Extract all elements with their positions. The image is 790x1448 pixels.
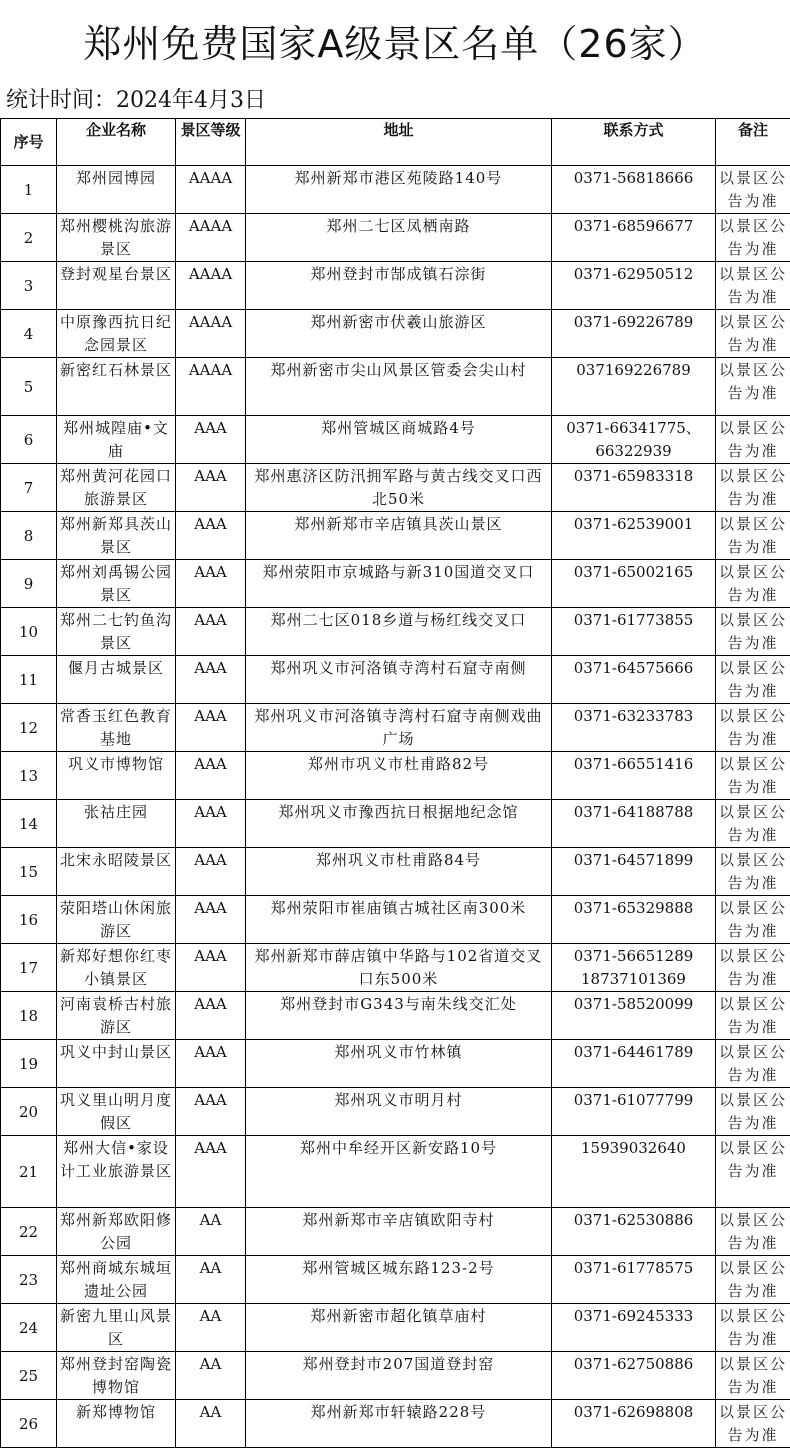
cell-contact: 0371-64188788 [552, 800, 716, 848]
cell-level: AAA [176, 512, 246, 560]
cell-address: 郑州巩义市豫西抗日根据地纪念馆 [246, 800, 552, 848]
table-row [1, 1136, 790, 1208]
cell-address: 郑州新郑市辛店镇具茨山景区 [246, 512, 552, 560]
cell-contact: 0371-64461789 [552, 1040, 716, 1088]
table-row [1, 608, 790, 656]
cell-no: 5 [1, 358, 57, 416]
cell-remark: 以景区公告为准 [716, 896, 790, 944]
cell-remark: 以景区公告为准 [716, 512, 790, 560]
cell-level: AA [176, 1256, 246, 1304]
table-row [1, 992, 790, 1040]
cell-level: AAA [176, 1088, 246, 1136]
table-row [1, 800, 790, 848]
cell-remark: 以景区公告为准 [716, 464, 790, 512]
table-row [1, 1304, 790, 1352]
cell-no: 22 [1, 1208, 57, 1256]
cell-level: AAA [176, 752, 246, 800]
cell-remark: 以景区公告为准 [716, 1088, 790, 1136]
cell-remark: 以景区公告为准 [716, 848, 790, 896]
cell-level: AAA [176, 464, 246, 512]
cell-address: 郑州新郑市薛店镇中华路与102省道交叉口东500米 [246, 944, 552, 992]
cell-address: 郑州管城区城东路123-2号 [246, 1256, 552, 1304]
table-row [1, 1040, 790, 1088]
cell-no: 26 [1, 1400, 57, 1448]
cell-address: 郑州荥阳市京城路与新310国道交叉口 [246, 560, 552, 608]
table-row [1, 310, 790, 358]
cell-level: AAAA [176, 166, 246, 214]
cell-level: AA [176, 1304, 246, 1352]
cell-name: 新密九里山风景区 [57, 1304, 176, 1352]
cell-name: 郑州新郑欧阳修公园 [57, 1208, 176, 1256]
cell-remark: 以景区公告为准 [716, 560, 790, 608]
table-row [1, 464, 790, 512]
cell-name: 郑州园博园 [57, 166, 176, 214]
cell-no: 13 [1, 752, 57, 800]
cell-contact: 0371-56818666 [552, 166, 716, 214]
cell-contact: 0371-62698808 [552, 1400, 716, 1448]
cell-contact: 0371-62530886 [552, 1208, 716, 1256]
cell-contact: 0371-62750886 [552, 1352, 716, 1400]
table-row [1, 214, 790, 262]
cell-address: 郑州二七区凤栖南路 [246, 214, 552, 262]
cell-contact: 0371-62539001 [552, 512, 716, 560]
table-row [1, 1352, 790, 1400]
cell-level: AAA [176, 656, 246, 704]
cell-address: 郑州二七区018乡道与杨红线交叉口 [246, 608, 552, 656]
cell-name: 登封观星台景区 [57, 262, 176, 310]
cell-remark: 以景区公告为准 [716, 310, 790, 358]
cell-name: 郑州刘禹锡公园景区 [57, 560, 176, 608]
cell-contact: 15939032640 [552, 1136, 716, 1208]
cell-level: AAA [176, 896, 246, 944]
cell-no: 9 [1, 560, 57, 608]
cell-contact: 0371-68596677 [552, 214, 716, 262]
cell-address: 郑州市巩义市杜甫路82号 [246, 752, 552, 800]
cell-address: 郑州巩义市明月村 [246, 1088, 552, 1136]
cell-name: 巩义里山明月度假区 [57, 1088, 176, 1136]
cell-remark: 以景区公告为准 [716, 1256, 790, 1304]
cell-remark: 以景区公告为准 [716, 416, 790, 464]
cell-level: AA [176, 1352, 246, 1400]
cell-name: 郑州樱桃沟旅游景区 [57, 214, 176, 262]
cell-no: 18 [1, 992, 57, 1040]
table-row [1, 656, 790, 704]
cell-address: 郑州中牟经开区新安路10号 [246, 1136, 552, 1208]
table-row [1, 358, 790, 416]
cell-name: 北宋永昭陵景区 [57, 848, 176, 896]
cell-no: 19 [1, 1040, 57, 1088]
cell-address: 郑州登封市207国道登封窑 [246, 1352, 552, 1400]
cell-name: 郑州黄河花园口旅游景区 [57, 464, 176, 512]
table-row [1, 1256, 790, 1304]
cell-level: AAA [176, 1136, 246, 1208]
cell-name: 巩义中封山景区 [57, 1040, 176, 1088]
cell-contact: 0371-65329888 [552, 896, 716, 944]
cell-contact: 0371-63233783 [552, 704, 716, 752]
table-row [1, 944, 790, 992]
cell-no: 25 [1, 1352, 57, 1400]
cell-name: 郑州商城东城垣遗址公园 [57, 1256, 176, 1304]
cell-no: 10 [1, 608, 57, 656]
table-row [1, 848, 790, 896]
cell-no: 2 [1, 214, 57, 262]
cell-name: 郑州大信•家设计工业旅游景区 [57, 1136, 176, 1208]
cell-remark: 以景区公告为准 [716, 704, 790, 752]
cell-no: 8 [1, 512, 57, 560]
cell-address: 郑州新郑市港区苑陵路140号 [246, 166, 552, 214]
cell-level: AAA [176, 560, 246, 608]
cell-no: 15 [1, 848, 57, 896]
table-row [1, 1088, 790, 1136]
cell-name: 偃月古城景区 [57, 656, 176, 704]
cell-contact: 0371-61077799 [552, 1088, 716, 1136]
cell-remark: 以景区公告为准 [716, 1352, 790, 1400]
header-contact: 联系方式 [552, 119, 716, 166]
cell-remark: 以景区公告为准 [716, 262, 790, 310]
cell-no: 17 [1, 944, 57, 992]
cell-address: 郑州巩义市河洛镇寺湾村石窟寺南侧 [246, 656, 552, 704]
table-header-row [1, 119, 790, 166]
cell-remark: 以景区公告为准 [716, 1040, 790, 1088]
cell-level: AAA [176, 800, 246, 848]
cell-name: 郑州二七钓鱼沟景区 [57, 608, 176, 656]
cell-no: 11 [1, 656, 57, 704]
header-name: 企业名称 [57, 119, 176, 166]
cell-address: 郑州新密市尖山风景区管委会尖山村 [246, 358, 552, 416]
cell-name: 新郑好想你红枣小镇景区 [57, 944, 176, 992]
cell-name: 郑州城隍庙•文庙 [57, 416, 176, 464]
table-row [1, 704, 790, 752]
cell-level: AAAA [176, 310, 246, 358]
statistics-date: 统计时间：2024年4月3日 [6, 86, 266, 116]
cell-no: 12 [1, 704, 57, 752]
cell-address: 郑州新密市伏羲山旅游区 [246, 310, 552, 358]
cell-no: 7 [1, 464, 57, 512]
cell-no: 16 [1, 896, 57, 944]
cell-level: AA [176, 1208, 246, 1256]
cell-remark: 以景区公告为准 [716, 1136, 790, 1208]
cell-remark: 以景区公告为准 [716, 1400, 790, 1448]
table-row [1, 262, 790, 310]
cell-no: 21 [1, 1136, 57, 1208]
cell-name: 张祜庄园 [57, 800, 176, 848]
table-row [1, 560, 790, 608]
table-row [1, 416, 790, 464]
cell-contact: 0371-58520099 [552, 992, 716, 1040]
cell-contact: 0371-62950512 [552, 262, 716, 310]
page-title: 郑州免费国家A级景区名单（26家） [0, 0, 790, 80]
cell-name: 常香玉红色教育基地 [57, 704, 176, 752]
cell-level: AAA [176, 1040, 246, 1088]
cell-contact: 0371-56651289 18737101369 [552, 944, 716, 992]
cell-contact: 037169226789 [552, 358, 716, 416]
cell-name: 郑州登封窑陶瓷博物馆 [57, 1352, 176, 1400]
cell-level: AAA [176, 608, 246, 656]
cell-remark: 以景区公告为准 [716, 214, 790, 262]
cell-level: AAAA [176, 262, 246, 310]
header-level: 景区等级 [176, 119, 246, 166]
table-row [1, 1208, 790, 1256]
cell-address: 郑州巩义市杜甫路84号 [246, 848, 552, 896]
cell-remark: 以景区公告为准 [716, 944, 790, 992]
cell-address: 郑州新郑市辛店镇欧阳寺村 [246, 1208, 552, 1256]
cell-address: 郑州登封市郜成镇石淙街 [246, 262, 552, 310]
cell-level: AA [176, 1400, 246, 1448]
cell-no: 1 [1, 166, 57, 214]
cell-level: AAA [176, 704, 246, 752]
cell-address: 郑州管城区商城路4号 [246, 416, 552, 464]
cell-level: AAA [176, 944, 246, 992]
cell-remark: 以景区公告为准 [716, 800, 790, 848]
header-no: 序号 [1, 119, 57, 166]
cell-contact: 0371-66341775、66322939 [552, 416, 716, 464]
cell-no: 24 [1, 1304, 57, 1352]
cell-remark: 以景区公告为准 [716, 752, 790, 800]
cell-level: AAA [176, 848, 246, 896]
table-row [1, 166, 790, 214]
cell-remark: 以景区公告为准 [716, 656, 790, 704]
cell-name: 新郑博物馆 [57, 1400, 176, 1448]
table-row [1, 1400, 790, 1448]
cell-address: 郑州巩义市竹林镇 [246, 1040, 552, 1088]
cell-name: 新密红石林景区 [57, 358, 176, 416]
cell-no: 14 [1, 800, 57, 848]
header-remark: 备注 [716, 119, 790, 166]
cell-remark: 以景区公告为准 [716, 992, 790, 1040]
cell-contact: 0371-65002165 [552, 560, 716, 608]
cell-remark: 以景区公告为准 [716, 1208, 790, 1256]
cell-contact: 0371-65983318 [552, 464, 716, 512]
cell-no: 6 [1, 416, 57, 464]
table-row [1, 512, 790, 560]
cell-address: 郑州新密市超化镇草庙村 [246, 1304, 552, 1352]
cell-name: 河南袁桥古村旅游区 [57, 992, 176, 1040]
cell-contact: 0371-69226789 [552, 310, 716, 358]
cell-contact: 0371-66551416 [552, 752, 716, 800]
cell-contact: 0371-61778575 [552, 1256, 716, 1304]
cell-contact: 0371-61773855 [552, 608, 716, 656]
table-row [1, 752, 790, 800]
cell-no: 23 [1, 1256, 57, 1304]
cell-no: 20 [1, 1088, 57, 1136]
cell-contact: 0371-64571899 [552, 848, 716, 896]
cell-name: 中原豫西抗日纪念园景区 [57, 310, 176, 358]
cell-remark: 以景区公告为准 [716, 166, 790, 214]
cell-address: 郑州新郑市轩辕路228号 [246, 1400, 552, 1448]
cell-name: 荥阳塔山休闲旅游区 [57, 896, 176, 944]
header-address: 地址 [246, 119, 552, 166]
cell-name: 郑州新郑具茨山景区 [57, 512, 176, 560]
scenic-spot-table [0, 118, 790, 1448]
cell-address: 郑州登封市G343与南朱线交汇处 [246, 992, 552, 1040]
table-row [1, 896, 790, 944]
cell-address: 郑州巩义市河洛镇寺湾村石窟寺南侧戏曲广场 [246, 704, 552, 752]
cell-level: AAA [176, 416, 246, 464]
cell-level: AAAA [176, 214, 246, 262]
cell-contact: 0371-64575666 [552, 656, 716, 704]
cell-remark: 以景区公告为准 [716, 358, 790, 416]
cell-no: 4 [1, 310, 57, 358]
cell-no: 3 [1, 262, 57, 310]
cell-remark: 以景区公告为准 [716, 608, 790, 656]
cell-address: 郑州荥阳市崔庙镇古城社区南300米 [246, 896, 552, 944]
cell-address: 郑州惠济区防汛拥军路与黄古线交叉口西北50米 [246, 464, 552, 512]
cell-remark: 以景区公告为准 [716, 1304, 790, 1352]
cell-contact: 0371-69245333 [552, 1304, 716, 1352]
cell-name: 巩义市博物馆 [57, 752, 176, 800]
cell-level: AAA [176, 992, 246, 1040]
cell-level: AAAA [176, 358, 246, 416]
